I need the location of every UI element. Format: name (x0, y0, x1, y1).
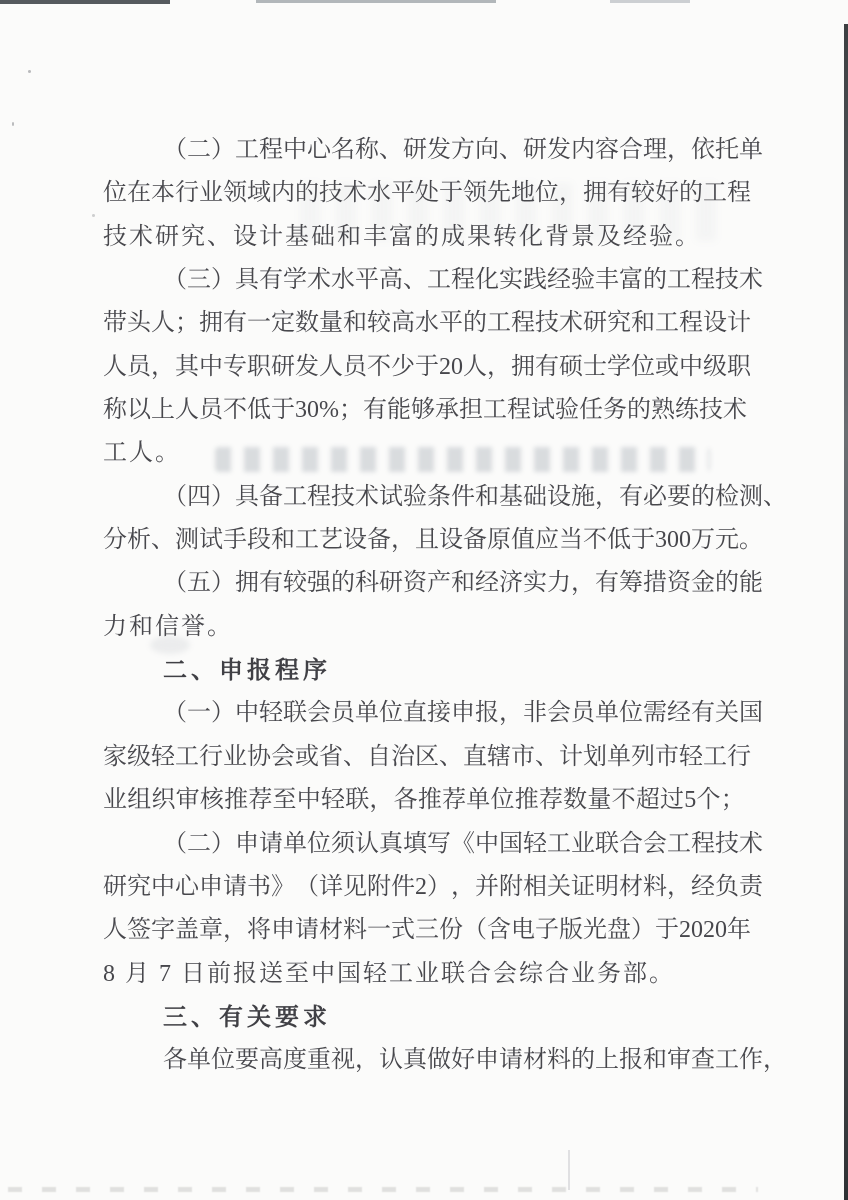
scan-artifact-bottom-edge (8, 1187, 758, 1192)
text-line: 工人。 (103, 440, 181, 467)
scan-artifact-top-edge (610, 0, 690, 3)
text-line: 称 以 上 人 员 不 低 于 30% ； 有 能 够 承 担 工 程 试 验 任 务 的 熟 练 技 术 (103, 397, 747, 424)
paper-speckle (12, 122, 14, 126)
text-line: 位 在 本 行 业 领 域 内 的 技 术 水 平 处 于 领 先 地 位 ， 拥 有 较 好 的 工 程 (103, 180, 751, 207)
text-line: （ 一 ） 中 轻 联 会 员 单 位 直 接 申 报 ， 非 会 员 单 位 需 经 有 关 国 (163, 700, 763, 727)
scan-artifact-top-edge (256, 0, 496, 3)
text-line: 人 员 ， 其 中 专 职 研 发 人 员 不 少 于 20 人 ， 拥 有 硕 士 学 位 或 中 级 职 (103, 353, 751, 380)
section-heading: 三、有关要求 (163, 1003, 331, 1031)
text-line: （ 二 ） 工 程 中 心 名 称 、 研 发 方 向 、 研 发 内 容 合 理 ， 依 托 单 (163, 137, 763, 163)
text-line: 技术研究、设计基础和丰富的成果转化背景及经验。 (103, 223, 701, 250)
scan-artifact-top-edge (0, 0, 170, 4)
text-line: 人 签 字 盖 章 ， 将 申 请 材 料 一 式 三 份 （ 含 电 子 版 光 盘 ） 于 2020 年 (103, 917, 751, 944)
text-line: （ 三 ） 具 有 学 术 水 平 高 、 工 程 化 实 践 经 验 丰 富 的 工 程 技 术 (163, 267, 763, 294)
text-line: 研 究 中 心 申 请 书 》 （ 详 见 附 件 2 ） ， 并 附 相 关 证 明 材 料 ， 经 负 责 (103, 873, 763, 900)
text-line: （ 四 ） 具 备 工 程 技 术 试 验 条 件 和 基 础 设 施 ， 有 必 要 的 检 测 、 (163, 483, 787, 510)
text-line: （ 二 ） 申 请 单 位 须 认 真 填 写 《 中 国 轻 工 业 联 合 会 工 程 技 术 (163, 830, 763, 857)
paper-speckle (28, 70, 31, 73)
scan-artifact-mark (568, 1150, 570, 1190)
text-line: 家 级 轻 工 行 业 协 会 或 省 、 自 治 区 、 直 辖 市 、 计 划 单 列 市 轻 工 行 (103, 743, 751, 770)
text-line: （ 五 ） 拥 有 较 强 的 科 研 资 产 和 经 济 实 力 ， 有 筹 措 资 金 的 能 (163, 570, 763, 597)
text-line: 各 单 位 要 高 度 重 视 ， 认 真 做 好 申 请 材 料 的 上 报 和 审 查 工 作 ， (163, 1047, 787, 1074)
section-heading: 二、申报程序 (163, 657, 331, 685)
paper-speckle (92, 214, 95, 217)
text-line: 带 头 人 ； 拥 有 一 定 数 量 和 较 高 水 平 的 工 程 技 术 研 究 和 工 程 设 计 (103, 310, 751, 337)
text-line: 业 组 织 审 核 推 荐 至 中 轻 联 ， 各 推 荐 单 位 推 荐 数 量 不 超 过 5 个 ； (103, 787, 745, 814)
document-body (103, 129, 787, 1083)
text-line: 8 月 7 日前报送至中国轻工业联合会综合业务部。 (103, 960, 675, 987)
text-line: 力和信誉。 (103, 613, 233, 640)
scan-artifact-right-edge (844, 24, 848, 1200)
text-line: 分 析 、 测 试 手 段 和 工 艺 设 备 ， 且 设 备 原 值 应 当 不 低 于 300 万 元 。 (103, 527, 763, 554)
